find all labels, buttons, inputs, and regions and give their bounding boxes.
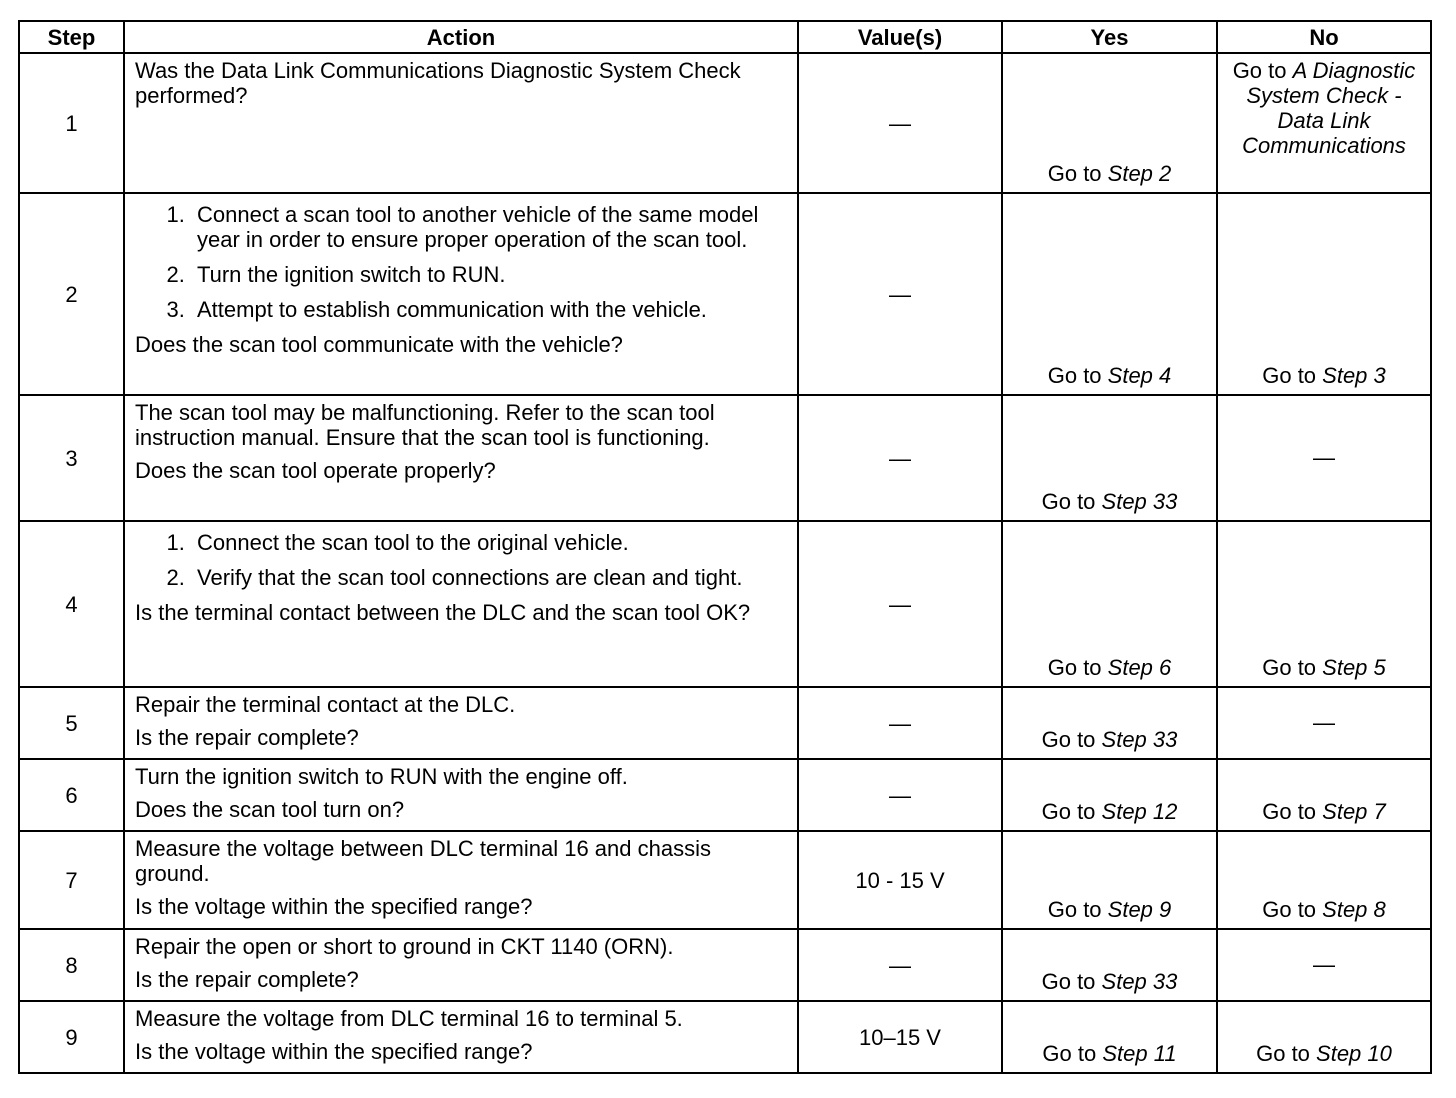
header-values: Value(s) <box>798 21 1002 53</box>
step-number: 2 <box>19 193 124 395</box>
no-cell <box>1217 929 1431 1001</box>
header-yes: Yes <box>1002 21 1217 53</box>
yes-cell <box>1002 53 1217 193</box>
no-cell <box>1217 687 1431 759</box>
table-row <box>19 929 1431 1001</box>
go-to-prefix: Go to <box>1256 1041 1317 1066</box>
value-cell: — <box>798 395 1002 521</box>
go-to-prefix: Go to <box>1041 727 1102 752</box>
go-to-prefix: Go to <box>1041 489 1102 514</box>
yes-cell <box>1002 521 1217 687</box>
no-cell <box>1217 395 1431 521</box>
step-reference-link[interactable]: Step 33 <box>1101 489 1178 514</box>
go-to-prefix: Go to <box>1041 799 1102 824</box>
action-question: Is the repair complete? <box>135 967 359 992</box>
value-cell: — <box>798 521 1002 687</box>
step-reference-link[interactable]: Step 11 <box>1102 1041 1177 1066</box>
header-step: Step <box>19 21 124 53</box>
value-cell: 10–15 V <box>798 1001 1002 1073</box>
step-reference-link[interactable]: Step 9 <box>1107 897 1172 922</box>
action-steps-list <box>135 202 787 322</box>
action-step-item: 3. Attempt to establish communication with the vehicle. <box>191 297 787 322</box>
no-cell <box>1217 1001 1431 1073</box>
header-row <box>19 21 1431 53</box>
yes-cell <box>1002 193 1217 395</box>
go-to-prefix: Go to <box>1232 58 1293 83</box>
table-body <box>19 53 1431 1073</box>
yes-cell <box>1002 929 1217 1001</box>
step-number: 6 <box>19 759 124 831</box>
action-cell <box>124 759 798 831</box>
step-reference-link[interactable]: Step 3 <box>1322 363 1386 388</box>
action-paragraph: Turn the ignition switch to RUN with the engine off. <box>135 764 628 789</box>
action-question: Is the repair complete? <box>135 725 359 750</box>
table-row <box>19 687 1431 759</box>
step-reference-link[interactable]: Step 8 <box>1322 897 1386 922</box>
table-row <box>19 53 1431 193</box>
action-step-item: 2. Turn the ignition switch to RUN. <box>191 262 787 287</box>
step-number: 1 <box>19 53 124 193</box>
value-cell: — <box>798 687 1002 759</box>
action-steps-list <box>135 530 787 590</box>
action-paragraph: The scan tool may be malfunctioning. Refer to the scan tool instruction manual. Ensure that the scan tool is functioning. <box>135 400 715 450</box>
value-cell: — <box>798 193 1002 395</box>
table-row <box>19 1001 1431 1073</box>
value-cell: — <box>798 53 1002 193</box>
go-to-prefix: Go to <box>1047 897 1108 922</box>
action-step-item: 1. Connect a scan tool to another vehicle of the same model year in order to ensure proper operation of the scan tool. <box>191 202 787 252</box>
step-reference-link[interactable]: Step 5 <box>1322 655 1386 680</box>
no-cell <box>1217 521 1431 687</box>
go-to-prefix: Go to <box>1262 897 1323 922</box>
step-reference-link[interactable]: Step 2 <box>1107 161 1172 186</box>
action-cell <box>124 521 798 687</box>
table-row <box>19 193 1431 395</box>
go-to-prefix: Go to <box>1047 161 1108 186</box>
go-to-prefix: Go to <box>1041 969 1102 994</box>
action-cell <box>124 1001 798 1073</box>
action-paragraph: Repair the terminal contact at the DLC. <box>135 692 516 717</box>
go-to-prefix: Go to <box>1047 655 1108 680</box>
diagnostic-table <box>18 20 1432 1074</box>
action-cell <box>124 929 798 1001</box>
yes-cell <box>1002 1001 1217 1073</box>
no-cell <box>1217 759 1431 831</box>
action-cell <box>124 53 798 193</box>
action-cell <box>124 193 798 395</box>
action-question: Does the scan tool turn on? <box>135 797 405 822</box>
step-number: 7 <box>19 831 124 929</box>
value-cell: — <box>798 759 1002 831</box>
header-action: Action <box>124 21 798 53</box>
yes-cell <box>1002 395 1217 521</box>
action-question: Does the scan tool communicate with the vehicle? <box>135 332 623 357</box>
action-question: Is the voltage within the specified range? <box>135 1039 533 1064</box>
action-cell <box>124 831 798 929</box>
action-cell <box>124 395 798 521</box>
action-paragraph: Measure the voltage between DLC terminal 16 and chassis ground. <box>135 836 711 886</box>
action-step-item: 2. Verify that the scan tool connections are clean and tight. <box>191 565 787 590</box>
step-number: 8 <box>19 929 124 1001</box>
step-number: 4 <box>19 521 124 687</box>
action-paragraph: Measure the voltage from DLC terminal 16 to terminal 5. <box>135 1006 683 1031</box>
step-reference-link[interactable]: Step 33 <box>1101 727 1178 752</box>
step-reference-link[interactable]: Step 10 <box>1316 1041 1392 1066</box>
action-cell <box>124 687 798 759</box>
go-to-prefix: Go to <box>1262 799 1323 824</box>
no-cell <box>1217 193 1431 395</box>
no-cell <box>1217 53 1431 193</box>
dash-value: — <box>1313 951 1335 977</box>
table-row <box>19 831 1431 929</box>
action-question: Does the scan tool operate properly? <box>135 458 496 483</box>
yes-cell <box>1002 687 1217 759</box>
step-number: 3 <box>19 395 124 521</box>
step-reference-link[interactable]: Step 4 <box>1107 363 1172 388</box>
header-no: No <box>1217 21 1431 53</box>
go-to-prefix: Go to <box>1047 363 1108 388</box>
value-cell: — <box>798 929 1002 1001</box>
step-number: 9 <box>19 1001 124 1073</box>
action-question: Is the voltage within the specified range? <box>135 894 533 919</box>
step-reference-link[interactable]: Step 33 <box>1101 969 1178 994</box>
go-to-prefix: Go to <box>1262 655 1323 680</box>
go-to-prefix: Go to <box>1042 1041 1103 1066</box>
action-question: Is the terminal contact between the DLC and the scan tool OK? <box>135 600 751 625</box>
step-reference-link[interactable]: A Diagnostic System Check - Data Link Communications <box>1242 58 1416 158</box>
action-paragraph: Repair the open or short to ground in CKT 1140 (ORN). <box>135 934 674 959</box>
value-cell: 10 - 15 V <box>798 831 1002 929</box>
yes-cell <box>1002 831 1217 929</box>
table-row <box>19 521 1431 687</box>
step-reference-link[interactable]: Step 7 <box>1322 799 1386 824</box>
no-cell <box>1217 831 1431 929</box>
step-reference-link[interactable]: Step 6 <box>1107 655 1172 680</box>
yes-cell <box>1002 759 1217 831</box>
step-number: 5 <box>19 687 124 759</box>
dash-value: — <box>1313 709 1335 735</box>
dash-value: — <box>1313 444 1335 470</box>
table-row <box>19 759 1431 831</box>
step-reference-link[interactable]: Step 12 <box>1101 799 1178 824</box>
action-step-item: 1. Connect the scan tool to the original vehicle. <box>191 530 787 555</box>
action-paragraph: Was the Data Link Communications Diagnostic System Check performed? <box>135 58 741 108</box>
table-row <box>19 395 1431 521</box>
go-to-prefix: Go to <box>1262 363 1323 388</box>
